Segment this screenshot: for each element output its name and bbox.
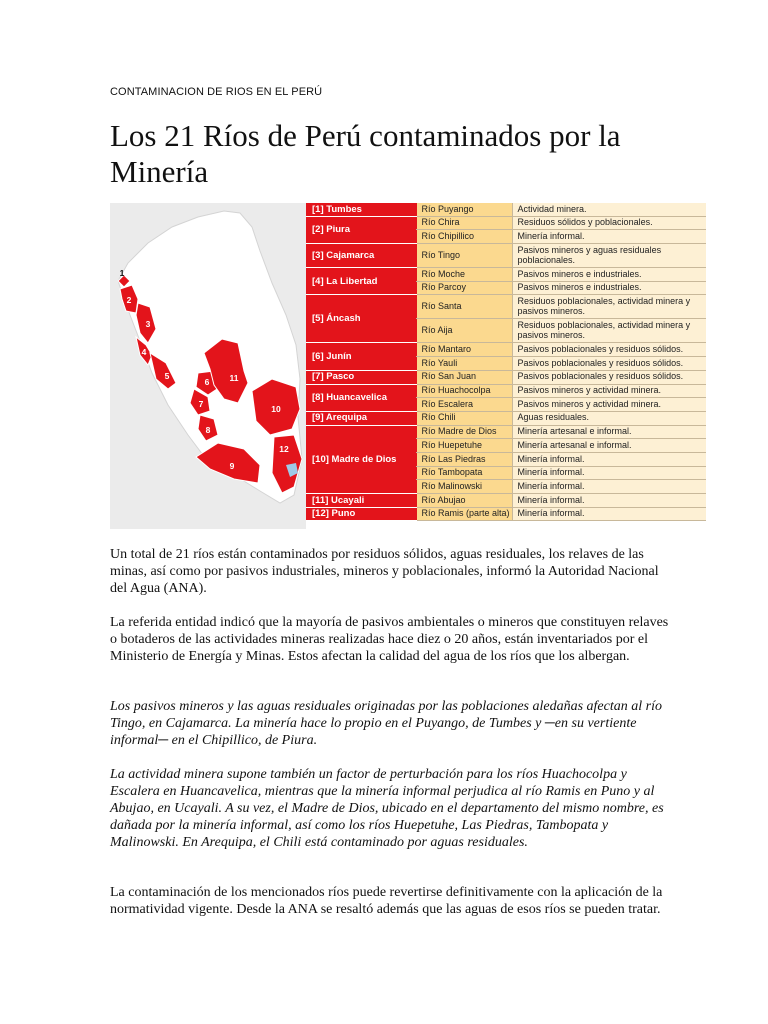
paragraph-1: Un total de 21 ríos están contaminados por residuos sólidos, aguas residuales, los relaves de las minas, así como por pasivos industriales, mineros y poblacionales, informó la Autoridad Nacional del Agua (ANA). — [110, 547, 659, 596]
river-cell: Río Moche — [416, 268, 512, 282]
cause-cell: Minería artesanal e informal. — [512, 439, 706, 453]
rivers-table — [306, 203, 706, 521]
department-cell: [4] La Libertad — [306, 268, 416, 295]
cause-cell: Aguas residuales. — [512, 411, 706, 425]
table-row — [306, 268, 706, 282]
cause-cell: Minería informal. — [512, 230, 706, 244]
region-number-10: 10 — [271, 404, 281, 414]
region-number-2: 2 — [126, 295, 132, 305]
table-row — [306, 507, 706, 521]
table-row — [306, 411, 706, 425]
cause-cell: Pasivos mineros e industriales. — [512, 268, 706, 282]
cause-cell: Pasivos mineros y aguas residuales poblacionales. — [512, 244, 706, 268]
river-cell: Río Chira — [416, 216, 512, 230]
region-number-3: 3 — [145, 319, 151, 329]
department-cell: [9] Arequipa — [306, 411, 416, 425]
river-cell: Río Tambopata — [416, 466, 512, 480]
river-cell: Río Mantaro — [416, 343, 512, 357]
cause-cell: Actividad minera. — [512, 203, 706, 216]
department-cell: [10] Madre de Dios — [306, 425, 416, 493]
river-cell: Río San Juan — [416, 370, 512, 384]
table-row — [306, 203, 706, 216]
region-number-11: 11 — [229, 373, 239, 383]
infographic — [110, 203, 706, 529]
river-cell: Río Aija — [416, 319, 512, 343]
table-row — [306, 425, 706, 439]
river-cell: Río Abujao — [416, 494, 512, 508]
region-number-12: 12 — [279, 444, 289, 454]
river-cell: Río Chili — [416, 411, 512, 425]
cause-cell: Minería informal. — [512, 466, 706, 480]
paragraph-4: La actividad minera supone también un factor de perturbación para los ríos Huachocolpa y Escalera en Huancavelica, mientras que la minería informal perjudica al río Ramis en Puno y al Abujao, en Ucayali. A su vez, el Madre de Dios, ubicado en el departamento del mismo nombre, es dañada por la minería informal, así como los ríos Huepetuhe, Las Piedras, Tambopata y Malinowski. En Arequipa, el Chili está contaminado por aguas residuales. — [110, 767, 664, 850]
paragraph-3: Los pasivos mineros y las aguas residuales originadas por las poblaciones aledañas afectan al río Tingo, en Cajamarca. La minería hace lo propio en el Puyango, de Tumbes y ─en su vertiente informal─ en el Chipillico, de Piura. — [110, 699, 662, 748]
department-cell: [2] Piura — [306, 216, 416, 243]
cause-cell: Minería informal. — [512, 480, 706, 494]
river-cell: Río Huachocolpa — [416, 384, 512, 398]
river-cell: Río Huepetuhe — [416, 439, 512, 453]
department-cell: [11] Ucayali — [306, 494, 416, 508]
river-cell: Río Santa — [416, 295, 512, 319]
department-cell: [1] Tumbes — [306, 203, 416, 216]
department-cell: [6] Junín — [306, 343, 416, 370]
river-cell: Río Parcoy — [416, 281, 512, 295]
river-cell: Río Las Piedras — [416, 452, 512, 466]
department-cell: [5] Áncash — [306, 295, 416, 343]
cause-cell: Pasivos poblacionales y residuos sólidos. — [512, 357, 706, 371]
river-cell: Río Madre de Dios — [416, 425, 512, 439]
department-cell: [3] Cajamarca — [306, 244, 416, 268]
cause-cell: Pasivos mineros y actividad minera. — [512, 384, 706, 398]
cause-cell: Minería informal. — [512, 452, 706, 466]
peru-map — [110, 203, 306, 529]
department-cell: [7] Pasco — [306, 370, 416, 384]
document-label: CONTAMINACION DE RIOS EN EL PERÚ — [110, 86, 323, 98]
cause-cell: Residuos sólidos y poblacionales. — [512, 216, 706, 230]
river-cell: Río Puyango — [416, 203, 512, 216]
table-row — [306, 343, 706, 357]
region-number-1: 1 — [119, 268, 125, 278]
table-row — [306, 295, 706, 319]
river-cell: Río Yauli — [416, 357, 512, 371]
region-number-9: 9 — [229, 461, 235, 471]
paragraph-2: La referida entidad indicó que la mayoría de pasivos ambientales o mineros que constituyen relaves o botaderos de las actividades mineras realizadas hace diez o 20 años, están inventariados por el Ministerio de Energía y Minas. Estos afectan la calidad del agua de los ríos que los albergan. — [110, 615, 669, 664]
cause-cell: Minería artesanal e informal. — [512, 425, 706, 439]
cause-cell: Minería informal. — [512, 494, 706, 508]
river-cell: Río Chipillico — [416, 230, 512, 244]
region-number-7: 7 — [198, 399, 204, 409]
table-row — [306, 494, 706, 508]
department-cell: [8] Huancavelica — [306, 384, 416, 411]
river-cell: Río Escalera — [416, 398, 512, 412]
department-cell: [12] Puno — [306, 507, 416, 521]
region-number-6: 6 — [204, 377, 210, 387]
cause-cell: Pasivos poblacionales y residuos sólidos. — [512, 370, 706, 384]
region-number-4: 4 — [141, 347, 147, 357]
paragraph-5: La contaminación de los mencionados ríos puede revertirse definitivamente con la aplicación de la normatividad vigente. Desde la ANA se resaltó además que las aguas de esos ríos se pueden tratar. — [110, 885, 663, 917]
table-row — [306, 370, 706, 384]
document-title: Los 21 Ríos de Perú contaminados por la Minería — [110, 118, 621, 189]
table-row — [306, 216, 706, 230]
cause-cell: Pasivos poblacionales y residuos sólidos. — [512, 343, 706, 357]
cause-cell: Residuos poblacionales, actividad minera y pasivos mineros. — [512, 295, 706, 319]
table-row — [306, 384, 706, 398]
cause-cell: Residuos poblacionales, actividad minera y pasivos mineros. — [512, 319, 706, 343]
river-cell: Río Ramis (parte alta) — [416, 507, 512, 521]
region-number-5: 5 — [164, 371, 170, 381]
river-cell: Río Tingo — [416, 244, 512, 268]
cause-cell: Pasivos mineros e industriales. — [512, 281, 706, 295]
cause-cell: Minería informal. — [512, 507, 706, 521]
table-row — [306, 244, 706, 268]
river-cell: Río Malinowski — [416, 480, 512, 494]
region-number-8: 8 — [205, 425, 211, 435]
cause-cell: Pasivos mineros y actividad minera. — [512, 398, 706, 412]
peru-map-drawing — [110, 203, 306, 529]
